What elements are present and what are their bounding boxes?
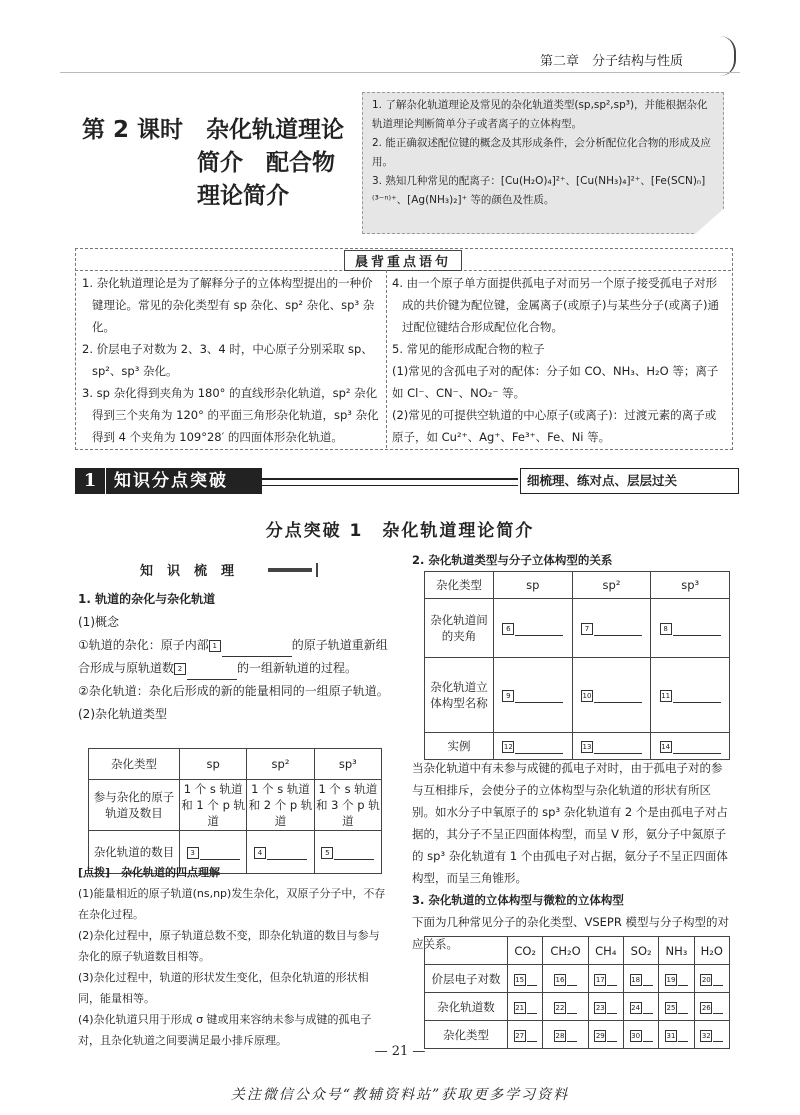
learning-goals [372, 96, 712, 210]
hybrid-shape-table [424, 571, 730, 760]
table-cell [572, 658, 651, 733]
table-intro: 下面为几种常见分子的杂化类型、VSEPR 模型与分子构型的对应关系。 [412, 915, 730, 951]
fill-blank[interactable] [567, 999, 577, 1014]
knowledge-heading-tick [316, 563, 318, 577]
table-cell [588, 965, 623, 993]
molecule-table [424, 936, 730, 1049]
header-curve-decoration [720, 36, 736, 76]
blank-number: 20 [701, 975, 711, 984]
morning-point-2: 2. 价层电子对数为 2、3、4 时，中心原子分别采取 sp、sp²、sp³ 杂化。 [82, 342, 373, 378]
blank-number: 4 [254, 847, 266, 859]
table-header: 杂化类型 [425, 572, 494, 599]
fill-blank[interactable] [713, 1027, 723, 1042]
fill-blank[interactable] [713, 999, 723, 1014]
tip-point-2: (2)杂化过程中，原子轨道总数不变，即杂化轨道的数目与参与杂化的原子轨道数目相等。 [78, 929, 380, 963]
table-cell [651, 599, 730, 658]
heading-1: 1. 轨道的杂化与杂化轨道 [78, 592, 216, 606]
blank-number: 26 [701, 1003, 711, 1012]
tip-badge: [点拨] [78, 866, 111, 879]
table-cell [508, 965, 543, 993]
blank-number: 30 [631, 1031, 641, 1040]
fill-blank[interactable] [643, 1027, 653, 1042]
section-rule [258, 478, 518, 486]
tip-point-3: (3)杂化过程中，轨道的形状发生变化，但杂化轨道的形状相同，能量相等。 [78, 971, 369, 1005]
breakthrough-heading: 分点突破 1 杂化轨道理论简介 [265, 521, 535, 541]
goal-1: 1. 了解杂化轨道理论及常见的杂化轨道类型(sp,sp²,sp³)，并能根据杂化轨道理论判断简单分子或者离子的立体构型。 [372, 99, 708, 130]
lone-pair-paragraph: 当杂化轨道中有未参与成键的孤电子对时，由于孤电子对的参与互相排斥，会使分子的立体构型与杂化轨道的形状有所区别。如水分子中氧原子的 sp³ 杂化轨道有 2 个是由孤电子对占据的，其分子不呈正四面体构型，而呈 V 形，氨分子中氮原子的 sp³ 杂化轨道有 1 个由孤电子对占据，氨分子不呈正四面体构型，而呈三角锥形。 [412, 761, 728, 885]
blank-number: 27 [515, 1031, 525, 1040]
morning-point-4: 4. 由一个原子单方面提供孤电子对而另一个原子接受孤电子对形成的共价键为配位键，金属离子(或原子)与某些分子(或离子)通过配位键结合形成配位化合物。 [392, 276, 719, 334]
morning-point-5-1: (1)常见的含孤电子对的配体：分子如 CO、NH₃、H₂O 等；离子如 Cl⁻、CN⁻、NO₂⁻ 等。 [392, 364, 719, 400]
fill-blank[interactable] [527, 971, 537, 986]
fill-blank[interactable] [673, 739, 721, 754]
table-header [425, 937, 508, 965]
morning-right-column [392, 272, 727, 448]
blank-number: 16 [555, 975, 565, 984]
blank-number: 6 [502, 623, 514, 635]
blank-number: 9 [502, 690, 514, 702]
fill-blank[interactable] [222, 642, 292, 657]
heading-3: 3. 杂化轨道的立体构型与微粒的立体构型 [412, 893, 624, 907]
blank-number: 32 [701, 1031, 711, 1040]
concept-label: (1)概念 [78, 615, 119, 629]
blank-number: 3 [187, 847, 199, 859]
tip-point-4: (4)杂化轨道只用于形成 σ 键或用来容纳未参与成键的孤电子对，且杂化轨道之间要满足最小排斥原理。 [78, 1013, 372, 1047]
table-header: sp [180, 749, 247, 780]
fill-blank[interactable] [678, 1027, 688, 1042]
table-cell: 1 个 s 轨道和 3 个 p 轨道 [314, 780, 381, 831]
fill-blank[interactable] [527, 999, 537, 1014]
table-cell: 杂化轨道立体构型名称 [425, 658, 494, 733]
fill-blank[interactable] [567, 1027, 577, 1042]
concept-2: ②杂化轨道：杂化后形成的新的能量相同的一组原子轨道。 [78, 684, 389, 698]
table-cell [543, 965, 588, 993]
table-cell [623, 965, 658, 993]
tip-point-1: (1)能量相近的原子轨道(ns,np)发生杂化，双原子分子中，不存在杂化过程。 [78, 887, 386, 921]
blank-number: 17 [595, 975, 605, 984]
fill-blank[interactable] [515, 688, 563, 703]
table-cell [623, 993, 658, 1021]
table-cell [494, 733, 573, 760]
blank-number: 24 [631, 1003, 641, 1012]
morning-recitation-title: 晨背重点语句 [344, 250, 462, 271]
blank-number: 29 [595, 1031, 605, 1040]
table-cell [694, 965, 729, 993]
morning-point-5-2: (2)常见的可提供空轨道的中心原子(或离子)：过渡元素的离子或原子，如 Cu²⁺、Ag⁺、Fe³⁺、Fe、Ni 等。 [392, 408, 717, 444]
fill-blank[interactable] [527, 1027, 537, 1042]
blank-number: 19 [666, 975, 676, 984]
fill-blank[interactable] [515, 621, 563, 636]
table-header: CH₂O [543, 937, 588, 965]
tip-title: 杂化轨道的四点理解 [121, 866, 221, 879]
section-title: 知识分点突破 [106, 468, 262, 494]
table-cell: 实例 [425, 733, 494, 760]
fill-blank[interactable] [267, 845, 307, 860]
fill-blank[interactable] [594, 739, 642, 754]
left-column-text [78, 588, 390, 726]
morning-left-column [82, 272, 380, 448]
table-cell: 杂化类型 [425, 1021, 508, 1049]
blank-number: 31 [666, 1031, 676, 1040]
table-cell [659, 993, 694, 1021]
blank-number: 11 [661, 692, 671, 700]
blank-number: 12 [503, 743, 513, 751]
types-label: (2)杂化轨道类型 [78, 707, 167, 721]
table-header: sp³ [651, 572, 730, 599]
fill-blank[interactable] [678, 971, 688, 986]
morning-point-3: 3. sp 杂化得到夹角为 180° 的直线形杂化轨道，sp² 杂化得到三个夹角为 120° 的平面三角形杂化轨道，sp³ 杂化得到 4 个夹角为 109°28′ 的四面体形杂化轨道。 [82, 386, 379, 444]
goal-2: 2. 能正确叙述配位键的概念及其形成条件，会分析配位化合物的形成及应用。 [372, 137, 711, 168]
morning-point-1: 1. 杂化轨道理论是为了解释分子的立体构型提出的一种价键理论。常见的杂化类型有 sp 杂化、sp² 杂化、sp³ 杂化。 [82, 276, 375, 334]
section-subtitle: 细梳理、练对点、层层过关 [520, 468, 739, 494]
table-cell [572, 599, 651, 658]
knowledge-heading: 知识梳理 [140, 564, 249, 579]
concept-1-b: 的原子轨道重新组合形成与原轨道数 [78, 638, 388, 675]
morning-column-divider [386, 270, 387, 448]
blank-number: 18 [631, 975, 641, 984]
blank-number: 21 [515, 1003, 525, 1012]
lesson-title [82, 114, 344, 213]
blank-number: 13 [582, 743, 592, 751]
blank-number: 2 [174, 663, 186, 675]
fill-blank[interactable] [515, 739, 563, 754]
lesson-title-line2: 简介 配合物 [197, 150, 335, 176]
fill-blank[interactable] [187, 665, 237, 680]
table-cell [508, 993, 543, 1021]
blank-number: 23 [595, 1003, 605, 1012]
table-cell [588, 993, 623, 1021]
fill-blank[interactable] [607, 971, 617, 986]
morning-recitation-header [75, 248, 731, 271]
goal-3: 3. 熟知几种常见的配离子：[Cu(H₂O)₄]²⁺、[Cu(NH₃)₄]²⁺、[Fe(SCN)ₙ]⁽³⁻ⁿ⁾⁺、[Ag(NH₃)₂]⁺ 等的颜色及性质。 [372, 175, 706, 206]
table-header: sp³ [314, 749, 381, 780]
table-header: CH₄ [588, 937, 623, 965]
table-header: H₂O [694, 937, 729, 965]
fill-blank[interactable] [678, 999, 688, 1014]
fill-blank[interactable] [643, 971, 653, 986]
blank-number: 7 [581, 623, 593, 635]
table-cell [651, 658, 730, 733]
blank-number: 15 [515, 975, 525, 984]
tip-box [78, 862, 390, 1051]
table-cell: 1 个 s 轨道和 1 个 p 轨道 [180, 780, 247, 831]
fill-blank[interactable] [200, 845, 240, 860]
page-number: — 21 — [374, 1044, 426, 1059]
table-cell: 参与杂化的原子轨道及数目 [89, 780, 180, 831]
table-cell: 价层电子对数 [425, 965, 508, 993]
table-cell: 1 个 s 轨道和 2 个 p 轨道 [247, 780, 314, 831]
concept-1-a: ①轨道的杂化：原子内部 [78, 638, 209, 652]
table-cell [543, 993, 588, 1021]
fill-blank[interactable] [643, 999, 653, 1014]
blank-number: 10 [582, 692, 592, 700]
hybrid-types-table [88, 748, 382, 874]
table-header: sp² [572, 572, 651, 599]
blank-number: 22 [555, 1003, 565, 1012]
table-cell: 杂化轨道的数目 [89, 831, 180, 874]
footer-note: 关注微信公众号“教辅资料站”获取更多学习资料 [230, 1087, 570, 1103]
fill-blank[interactable] [673, 621, 721, 636]
table-cell [659, 965, 694, 993]
table-cell [572, 733, 651, 760]
fill-blank[interactable] [334, 845, 374, 860]
table-header: 杂化类型 [89, 749, 180, 780]
header-divider [60, 72, 740, 73]
fill-blank[interactable] [713, 971, 723, 986]
concept-1-c: 的一组新轨道的过程。 [237, 661, 358, 675]
table-cell: 杂化轨道数 [425, 993, 508, 1021]
table-cell [694, 993, 729, 1021]
section-number: 1 [75, 468, 105, 494]
fill-blank[interactable] [567, 971, 577, 986]
lesson-title-line1: 第 2 课时 杂化轨道理论 [82, 117, 345, 143]
lesson-title-line3: 理论简介 [197, 183, 289, 209]
fill-blank[interactable] [607, 999, 617, 1014]
table-cell [494, 658, 573, 733]
blank-number: 25 [666, 1003, 676, 1012]
fill-blank[interactable] [607, 1027, 617, 1042]
table-header: SO₂ [623, 937, 658, 965]
concept-1 [78, 634, 390, 680]
knowledge-heading-bar [268, 568, 312, 572]
table-cell: 杂化轨道间的夹角 [425, 599, 494, 658]
blank-number: 5 [321, 847, 333, 859]
blank-number: 28 [555, 1031, 565, 1040]
chapter-header: 第二章 分子结构与性质 [540, 54, 684, 69]
right-column-text [412, 757, 730, 955]
table-cell [494, 599, 573, 658]
blank-number: 8 [660, 623, 672, 635]
fill-blank[interactable] [594, 688, 642, 703]
fill-blank[interactable] [594, 621, 642, 636]
blank-number: 1 [209, 640, 221, 652]
table-header: sp [494, 572, 573, 599]
blank-number: 14 [661, 743, 671, 751]
table-header: sp² [247, 749, 314, 780]
fill-blank[interactable] [673, 688, 721, 703]
table-header: CO₂ [508, 937, 543, 965]
morning-point-5: 5. 常见的能形成配合物的粒子 [392, 342, 545, 356]
heading-2: 2. 杂化轨道类型与分子立体构型的关系 [412, 553, 613, 567]
table-cell [651, 733, 730, 760]
table-header: NH₃ [659, 937, 694, 965]
